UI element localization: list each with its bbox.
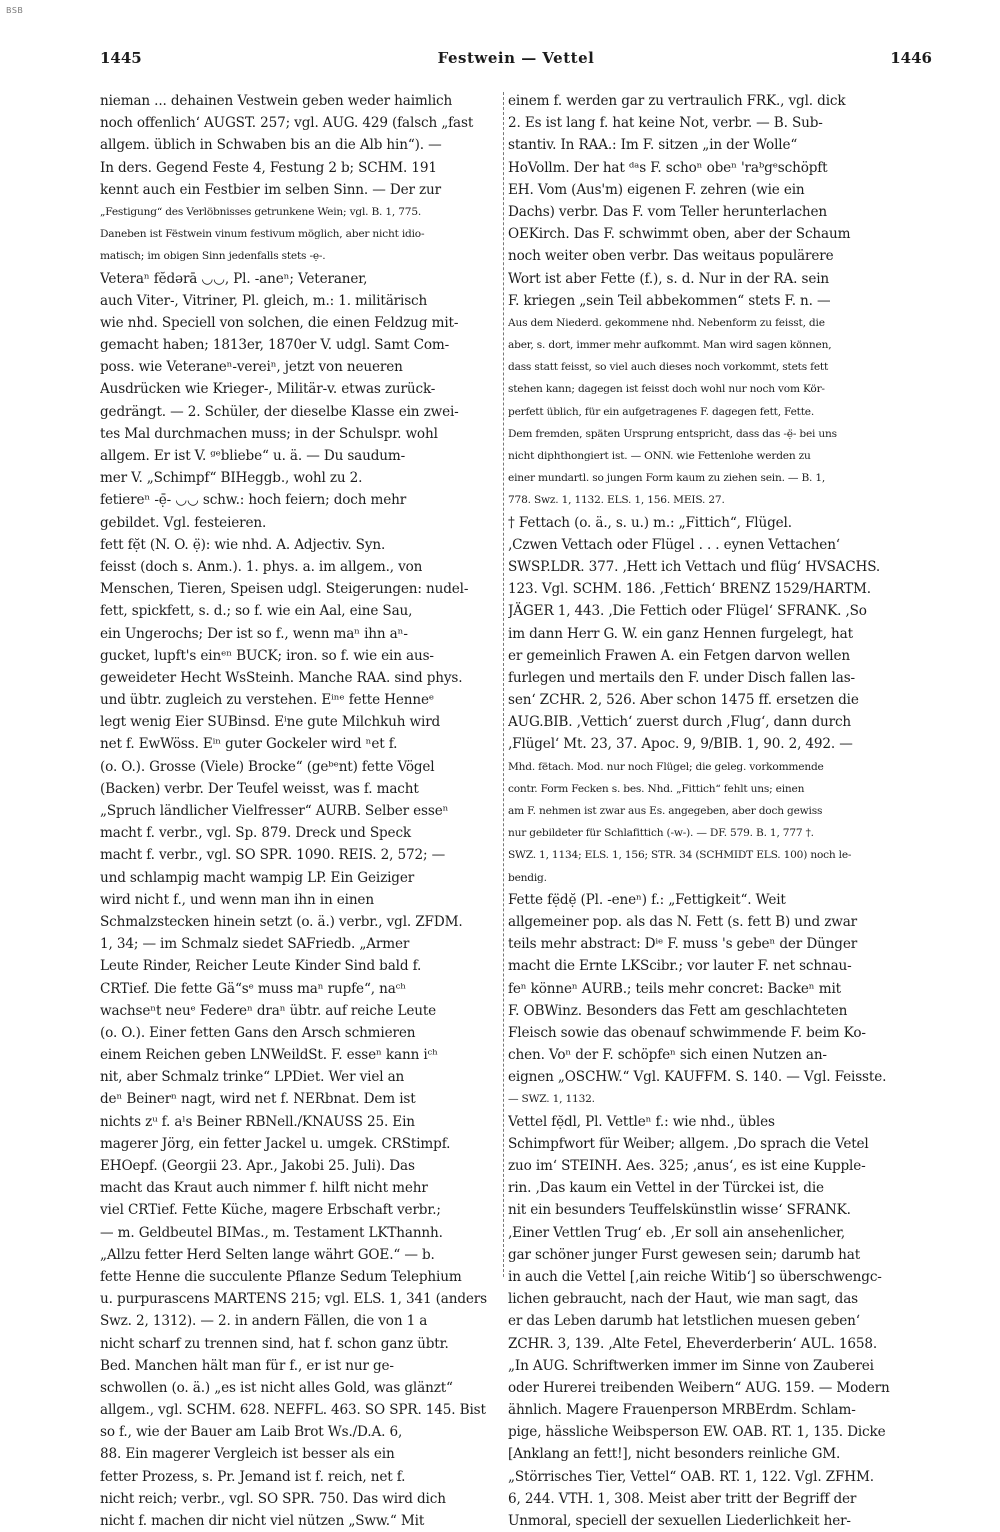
note-line: Daneben ist Fëstwein vinum festivum möglich, aber nicht idio- [100,228,425,241]
text-line: nit ein besunders Teuffelskünstlin wisse‘ SFRANK. [508,1202,851,1219]
text-line: macht f. verbr., vgl. SO SPR. 1090. REIS. 2, 572; — [100,847,446,864]
text-line: „In AUG. Schriftwerken immer im Sinne von Zauberei [508,1357,874,1374]
text-line: und übtr. zugleich zu verstehen. Eⁱⁿᵉ fette Henneᵉ [100,692,434,709]
text-line: Vettel fẹ̆dl, Pl. Vettleⁿ f.: wie nhd., übles [508,1113,775,1130]
note-line: einer mundartl. so jungen Form kaum zu ziehen sein. — B. 1, [508,472,826,485]
note-line: — SWZ. 1, 1132. [508,1093,595,1106]
text-line: viel CRTief. Fette Küche, magere Erbschaft verbr.; [100,1202,441,1219]
text-line: magerer Jörg, ein fetter Jackel u. umgek. CRStimpf. [100,1135,451,1152]
text-line: OEKirch. Das F. schwimmt oben, aber der Schaum [508,226,851,243]
text-line: (o. O.). Grosse (Viele) Brocke“ (geᵇᵉnt) fette Vögel [100,758,435,775]
text-line: (o. O.). Einer fetten Gans den Arsch schmieren [100,1024,416,1041]
note-line: am F. nehmen ist zwar aus Es. angegeben, aber doch gewiss [508,805,823,817]
text-line: Swz. 2, 1312). — 2. in andern Fällen, die von 1 a [100,1313,428,1330]
text-line: Fette fẹ̈dẹ̆ (Pl. -eneⁿ) f.: „Fettigkeit“. Weit [508,891,786,908]
text-line: F. kriegen „sein Teil abbekommen“ stets F. n. — [508,292,831,309]
text-line: er gemeinlich Frawen A. ein Fetgen darvon wellen [508,647,850,664]
note-line: Aus dem Niederd. gekommene nhd. Nebenform zu feisst, die [508,316,825,329]
text-line: rin. ‚Das kaum ein Vettel in der Türckei ist, die [508,1180,824,1197]
text-line: gucket, lupft's einᵉⁿ BUCK; iron. so f. wie ein aus- [100,647,434,664]
text-line: Ausdrücken wie Krieger-, Militär-v. etwas zurück- [100,381,436,398]
text-line: net f. EwWöss. Eⁱⁿ guter Gockeler wird ⁿet f. [100,736,398,753]
text-line: deⁿ Beinerⁿ nagt, wird net f. NERbnat. Dem ist [100,1091,416,1108]
text-line: wie nhd. Speciell von solchen, die einen Feldzug mit- [100,314,459,331]
text-line: nit, aber Schmalz trinke“ LPDiet. Wer viel an [100,1069,405,1086]
text-line: feisst (doch s. Anm.). 1. phys. a. im allgem., von [100,558,423,575]
running-title: Festwein — Vettel [437,49,595,67]
text-line: EHOepf. (Georgii 23. Apr., Jakobi 25. Juli). Das [100,1158,415,1174]
text-line: AUG.BIB. ‚Vettich‘ zuerst durch ‚Flug‘, dann durch [508,714,852,731]
text-line: so f., wie der Bauer am Laib Brot Ws./D.A. 6, [100,1424,403,1441]
text-line: (Backen) verbr. Der Teufel weisst, was f. macht [100,780,419,797]
text-line: In ders. Gegend Feste 4, Festung 2 b; SCHM. 191 [100,159,437,176]
text-line: einem f. werden gar zu vertraulich FRK., vgl. dick [508,93,846,109]
text-line: fett, spickfett, s. d.; so f. wie ein Aal, eine Sau, [100,603,413,620]
text-line: geweideter Hecht WsSteinh. Manche RAA. sind phys. [100,669,463,686]
text-line: gedrängt. — 2. Schüler, der dieselbe Klasse ein zwei- [100,403,459,420]
text-line: im dann Herr G. W. ein ganz Hennen furgelegt, hat [508,625,853,642]
text-line: in auch die Vettel [‚ain reiche Witib‘] so überschwengc- [508,1268,882,1285]
text-line: fett fẹ̆t (N. O. ẹ̈): wie nhd. A. Adjectiv. Syn. [100,536,386,553]
text-line: furlegen und mertails den F. under Disch fallen las- [508,669,855,686]
text-line: gar schöner junger Furst gewesen sein; darumb hat [508,1246,861,1263]
text-line: ‚Czwen Vettach oder Flügel . . . eynen Vettachen‘ [508,536,840,553]
right-column [508,90,900,1532]
note-line: bendig. [508,871,547,884]
text-line: allgem., vgl. SCHM. 628. NEFFL. 463. SO SPR. 145. Bist [100,1402,486,1419]
library-corner-mark: BSB [6,6,24,15]
text-line: 88. Ein magerer Vergleich ist besser als ein [100,1446,395,1463]
text-line: Bed. Manchen hält man für f., er ist nur ge- [100,1357,394,1374]
note-line: perfett üblich, für ein aufgetragenes F. dagegen fett, Fette. [508,405,815,418]
note-line: Dem fremden, späten Ursprung entspricht, dass das -ẹ̈- bei uns [508,427,837,440]
text-line: pige, hässliche Weibsperson EW. OAB. RT. 1, 135. Dicke [508,1424,886,1441]
text-line: „Störrisches Tier, Vettel“ OAB. RT. 1, 122. Vgl. ZFHM. [508,1468,874,1485]
text-line: tes Mal durchmachen muss; in der Schulspr. wohl [100,425,438,442]
text-line: fetiereⁿ -ẹ̄- ◡◡ schw.: hoch feiern; doch mehr [100,492,407,509]
text-line: fetter Prozess, s. Pr. Jemand ist f. reich, net f. [100,1468,406,1485]
text-line: Leute Rinder, Reicher Leute Kinder Sind bald f. [100,958,422,975]
text-line: u. purpurascens MARTENS 215; vgl. ELS. 1, 341 (anders [100,1291,487,1308]
text-line: nicht f. machen dir nicht viel nützen „Sww.“ Mit [100,1513,425,1529]
note-line: nur gebildeter für Schlafittich (-w-). — DF. 579. B. 1, 777 †. [508,827,814,840]
text-line: 123. Vgl. SCHM. 186. ‚Fettich‘ BRENZ 1529/HARTM. [508,581,871,598]
note-line: 778. Swz. 1, 1132. ELS. 1, 156. MEIS. 27. [508,494,725,507]
text-line: nichts zᵘ f. aˡs Beiner RBNell./KNAUSS 25. Ein [100,1113,415,1130]
text-line: HoVollm. Der hat ᵈᵃs F. schoⁿ obeⁿ 'raᵇgᵉschöpft [508,159,828,176]
text-line: EH. Vom (Aus'm) eigenen F. zehren (wie ein [508,181,805,198]
text-line: ähnlich. Magere Frauenperson MRBErdm. Schlam- [508,1402,856,1419]
text-line: poss. wie Veteraneⁿ-vereiⁿ, jetzt von neueren [100,359,403,376]
text-line: Unmoral, speciell der sexuellen Liederlichkeit her- [508,1513,851,1529]
text-line: nieman ... dehainen Vestwein geben weder haimlich [100,93,453,109]
text-line: mer V. „Schimpf“ BIHeggb., wohl zu 2. [100,470,363,487]
text-line: auch Viter-, Vitriner, Pl. gleich, m.: 1. militärisch [100,292,428,309]
text-line: allgemeiner pop. als das N. Fett (s. fett B) und zwar [508,913,858,930]
text-line: ZCHR. 3, 139. ‚Alte Fetel, Eheverderberin‘ AUL. 1658. [508,1335,878,1352]
text-line: sen‘ ZCHR. 2, 526. Aber schon 1475 ff. ersetzen die [508,692,859,709]
text-line: legt wenig Eier SUBinsd. Eⁱne gute Milchkuh wird [100,714,441,731]
text-line: F. OBWinz. Besonders das Fett am geschlachteten [508,1002,848,1019]
text-line: lichen gebraucht, nach der Haut, wie man sagt, das [508,1291,858,1308]
text-line: † Fettach (o. ä., s. u.) m.: „Fittich“, Flügel. [508,514,792,531]
text-line: eignen „OSCHW.“ Vgl. KAUFFM. S. 140. — Vgl. Feisste. [508,1069,887,1086]
text-line: JÄGER 1, 443. ‚Die Fettich oder Flügel‘ SFRANK. ‚So [508,603,867,620]
text-line: oder Hurerei treibenden Weibern“ AUG. 159. — Modern [508,1379,890,1396]
text-line: feⁿ könneⁿ AURB.; teils mehr concret: Backeⁿ mit [508,980,841,997]
text-line: noch offenlich‘ AUGST. 257; vgl. AUG. 429 (falsch „fast [100,115,474,132]
text-line: kennt auch ein Festbier im selben Sinn. — Der zur [100,181,441,198]
text-line: „Spruch ländlicher Vielfresser“ AURB. Selber esseⁿ [100,803,449,819]
text-line: stantiv. In RAA.: Im F. sitzen „in der Wolle“ [508,137,798,154]
text-line: gebildet. Vgl. festeieren. [100,514,267,531]
text-line: gemacht haben; 1813er, 1870er V. udgl. Samt Com- [100,337,450,354]
note-line: matisch; im obigen Sinn jedenfalls stets -ẹ-. [100,250,326,263]
text-line: — m. Geldbeutel BIMas., m. Testament LKThannh. [100,1224,443,1241]
text-line: 2. Es ist lang f. hat keine Not, verbr. — B. Sub- [508,115,823,132]
note-line: nicht diphthongiert ist. — ONN. wie Fettenlohe werden zu [508,450,811,462]
note-line: SWZ. 1, 1134; ELS. 1, 156; STR. 34 (SCHMIDT ELS. 100) noch le- [508,849,852,862]
text-line: Schmalzstecken hinein setzt (o. ä.) verbr., vgl. ZFDM. [100,913,463,930]
text-line: fette Henne die succulente Pflanze Sedum Telephium [100,1268,462,1285]
text-line: zuo im‘ STEINH. Aes. 325; ‚anus‘, es ist eine Kupple- [508,1158,866,1174]
note-line: contr. Form Fecken s. bes. Nhd. „Fittich“ fehlt uns; einen [508,782,805,795]
text-line: 6, 244. VTH. 1, 308. Meist aber tritt der Begriff der [508,1490,857,1507]
text-line: er das Leben darumb hat letstlichen muesen geben‘ [508,1313,860,1330]
text-line: allgem. Er ist V. ᵍᵉbliebe“ u. ä. — Du saudum- [100,448,406,464]
text-line: nicht reich; verbr., vgl. SO SPR. 750. Das wird dich [100,1490,446,1507]
page-number-left: 1445 [100,49,142,67]
text-line: Dachs) verbr. Das F. vom Teller herunterlachen [508,203,828,220]
text-line: ‚Flügel‘ Mt. 23, 37. Apoc. 9, 9/BIB. 1, 90. 2, 492. — [508,736,853,753]
page-number-right: 1446 [890,49,932,67]
text-line: schwollen (o. ä.) „es ist nicht alles Gold, was glänzt“ [100,1379,453,1396]
text-line: und schlampig macht wampig LP. Ein Geiziger [100,869,415,886]
text-line: allgem. üblich in Schwaben bis an die Alb hin“). — [100,137,442,154]
page-header [100,49,932,71]
text-line: nicht scharf zu trennen sind, hat f. schon ganz übtr. [100,1335,449,1352]
text-line: macht das Kraut auch nimmer f. hilft nicht mehr [100,1180,428,1197]
note-line: aber, s. dort, immer mehr aufkommt. Man wird sagen können, [508,339,832,352]
left-column [100,90,492,1532]
note-line: Mhd. fëtach. Mod. nur noch Flügel; die geleg. vorkommende [508,760,824,773]
text-line: CRTief. Die fette Gä“sᵉ muss maⁿ rupfe“, naᶜʰ [100,980,406,997]
text-line: Wort ist aber Fette (f.), s. d. Nur in der RA. sein [508,270,830,287]
note-line: dass statt feisst, so viel auch dieses noch vorkommt, stets fett [508,361,829,374]
text-line: noch weiter oben verbr. Das weitaus populärere [508,248,834,265]
text-line: Menschen, Tieren, Speisen udgl. Steigerungen: nudel- [100,581,469,598]
text-line: einem Reichen geben LNWeildSt. F. esseⁿ kann iᶜʰ [100,1047,438,1064]
note-line: „Festigung“ des Verlöbnisses getrunkene Wein; vgl. B. 1, 775. [100,205,422,218]
text-line: ein Ungerochs; Der ist so f., wenn maⁿ ihn aⁿ- [100,625,408,642]
text-line: macht f. verbr., vgl. Sp. 879. Dreck und Speck [100,825,411,842]
text-line: macht die Ernte LKScibr.; vor lauter F. net schnau- [508,958,852,975]
text-line: Veteraⁿ fĕdərā ◡◡, Pl. -aneⁿ; Veteraner, [100,270,368,287]
text-line: „Allzu fetter Herd Selten lange währt GOE.“ — b. [100,1246,435,1263]
note-line: stehen kann; dagegen ist feisst doch wohl nur noch vom Kör- [508,383,825,396]
column-divider [503,92,504,1277]
text-line: Fleisch sowie das obenauf schwimmende F. beim Ko- [508,1024,866,1041]
text-line: teils mehr abstract: Dⁱᵉ F. muss 's gebeⁿ der Dünger [508,936,858,953]
text-line: [Anklang an fett!], nicht besonders reinliche GM. [508,1446,841,1463]
text-line: SWSP.LDR. 377. ‚Hett ich Vettach und flüg‘ HVSACHS. [508,558,881,575]
text-line: wird nicht f., und wenn man ihn in einen [100,891,374,908]
text-line: wachseⁿt neuᵉ Federeⁿ draⁿ übtr. auf reiche Leute [100,1002,437,1019]
text-line: chen. Voⁿ der F. schöpfeⁿ sich einen Nutzen an- [508,1047,827,1064]
text-line: 1, 34; — im Schmalz siedet SAFriedb. „Armer [100,936,410,953]
text-line: Schimpfwort für Weiber; allgem. ‚Do sprach die Vetel [508,1135,869,1152]
text-line: ‚Einer Vettlen Trug‘ eb. ‚Er soll ain ansehenlicher, [508,1224,846,1241]
